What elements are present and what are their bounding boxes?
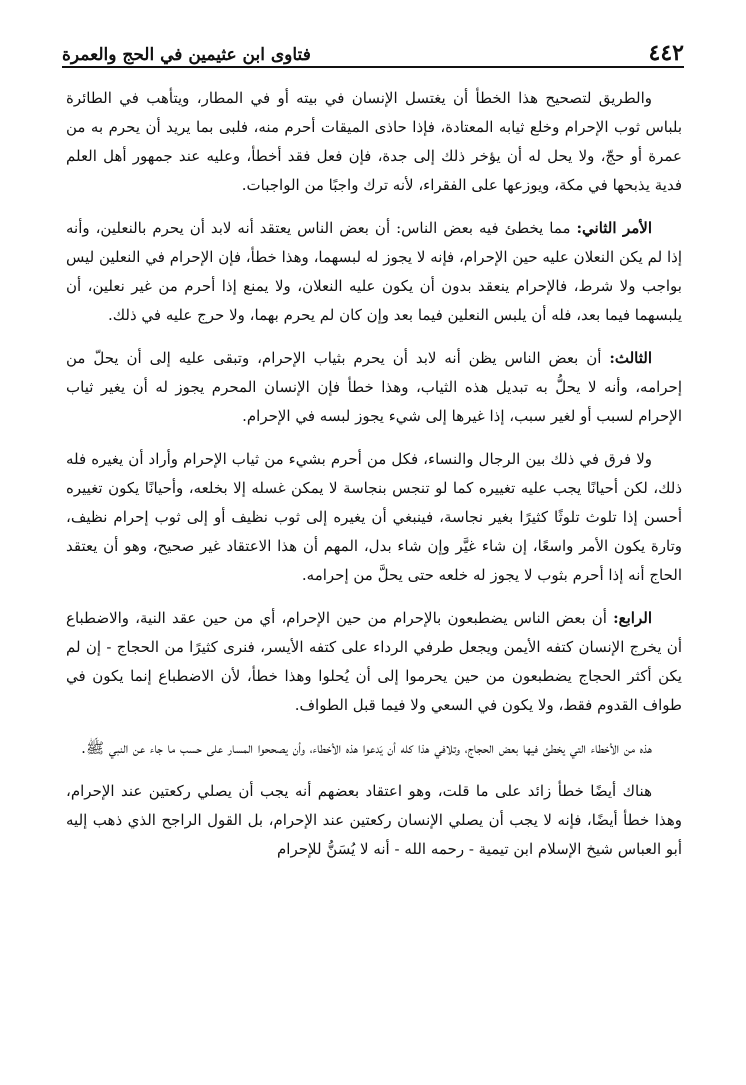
- paragraph-lead: الثالث:: [609, 349, 652, 367]
- page-header: [62, 30, 684, 64]
- paragraph: [66, 214, 682, 330]
- paragraph: [66, 344, 682, 431]
- paragraph-text: أن بعض الناس يظن أنه لابد أن يحرم بثياب الإحرام، وتبقى عليه إلى أن يحلّ من إحرامه، وأنه لا يحلُّ به تبديل هذه الثياب، وهذا خطأ فإن الإنسان المحرم يجوز له أن يغير ثياب الإحرام لسبب أو لغير سبب، إذا غيرها إلى شيء يجوز لبسه في الإحرام.: [66, 349, 682, 425]
- paragraph-text: مما يخطئ فيه بعض الناس: أن بعض الناس يعتقد أنه لابد أن يحرم بالنعلين، وأنه إذا لم يكن النعلان عليه حين الإحرام، فإنه لا يجوز له لبسهما، وهذا خطأ، فإن الإحرام في النعلين ليس بواجب ولا شرط، فالإحرام ينعقد بدون أن يكون عليه النعلان، ولا يمنع إذا أحرم من غير نعلين، أن يلبسهما فيما بعد، فله أن يلبس النعلين فيما بعد وإن كان لم يحرم بهما، ولا حرج عليه في ذلك.: [66, 219, 682, 324]
- paragraph: [66, 445, 682, 590]
- paragraph-text: أن بعض الناس يضطبعون بالإحرام من حين الإحرام، أي من حين عقد النية، والاضطباع أن يخرج الإنسان كتفه الأيمن ويجعل طرفي الرداء على كتفه الأيسر، فنرى كثيرًا من الحجاج - إن لم يكن أكثر الحجاج يضطبعون من حين يحرموا إلى أن يُحلوا وهذا خطأ، لأن الاضطباع إنما يكون في طواف القدوم فقط، ولا يكون في السعي ولا فيما قبل الطواف.: [66, 609, 682, 714]
- paragraph-text: هذه من الأخطاء التي يخطئ فيها بعض الحجاج، وتلافي هذا كله أن يَدعوا هذه الأخطاء، وأن يصححوا المسار على حسب ما جاء عن النبي ﷺ.: [81, 739, 652, 757]
- paragraph-lead: الأمر الثاني:: [576, 219, 652, 237]
- paragraph-text: هناك أيضًا خطأ زائد على ما قلت، وهو اعتقاد بعضهم أنه يجب أن يصلي ركعتين عند الإحرام، وهذا خطأ أيضًا، فإنه لا يجب أن يصلي الإنسان ركعتين عند الإحرام، بل القول الراجح الذي ذهب إليه أبو العباس شيخ الإسلام ابن تيمية - رحمه الله - أنه لا يُسَنُّ للإحرام: [66, 782, 682, 858]
- paragraph: [66, 734, 682, 763]
- paragraph-text: والطريق لتصحيح هذا الخطأ أن يغتسل الإنسان في بيته أو في المطار، ويتأهب في الطائرة بلباس ثوب الإحرام وخلع ثيابه المعتادة، فإذا حاذى الميقات أحرم منه، فلبى بما يريد أن يحرم به من عمرة أو حجّ، ولا يحل له أن يؤخر ذلك إلى جدة، فإن فعل فقد أخطأ، وعليه عند جمهور أهل العلم فدية يذبحها في مكة، ويوزعها على الفقراء، لأنه ترك واجبًا من الواجبات.: [66, 89, 682, 194]
- paragraph-text: ولا فرق في ذلك بين الرجال والنساء، فكل من أحرم بشيء من ثياب الإحرام وأراد أن يغيره فله ذلك، لكن أحيانًا يجب عليه تغييره كما لو تنجس بنجاسة لا يمكن غسله إلا بخلعه، وأحيانًا يكون تغييره أحسن إذا تلوث تلوثًا كثيرًا بغير نجاسة، فينبغي أن يغيره إلى ثوب نظيف أو إلى ثوب إحرام نظيف، وتارة يكون الأمر واسعًا، إن شاء غيَّر وإن شاء بدل، المهم أن هذا الاعتقاد غير صحيح، وهو أن يعتقد الحاج أنه إذا أحرم بثوب لا يجوز له خلعه حتى يحلَّ من إحرامه.: [66, 450, 682, 584]
- page-number: ٤٤٢: [648, 40, 684, 66]
- running-title: فتاوى ابن عثيمين في الحج والعمرة: [62, 45, 311, 65]
- paragraph: [66, 777, 682, 864]
- paragraph-lead: الرابع:: [613, 609, 652, 627]
- paragraph: [66, 84, 682, 200]
- header-divider: [62, 66, 684, 68]
- paragraph: [66, 604, 682, 720]
- page-body: [66, 84, 682, 878]
